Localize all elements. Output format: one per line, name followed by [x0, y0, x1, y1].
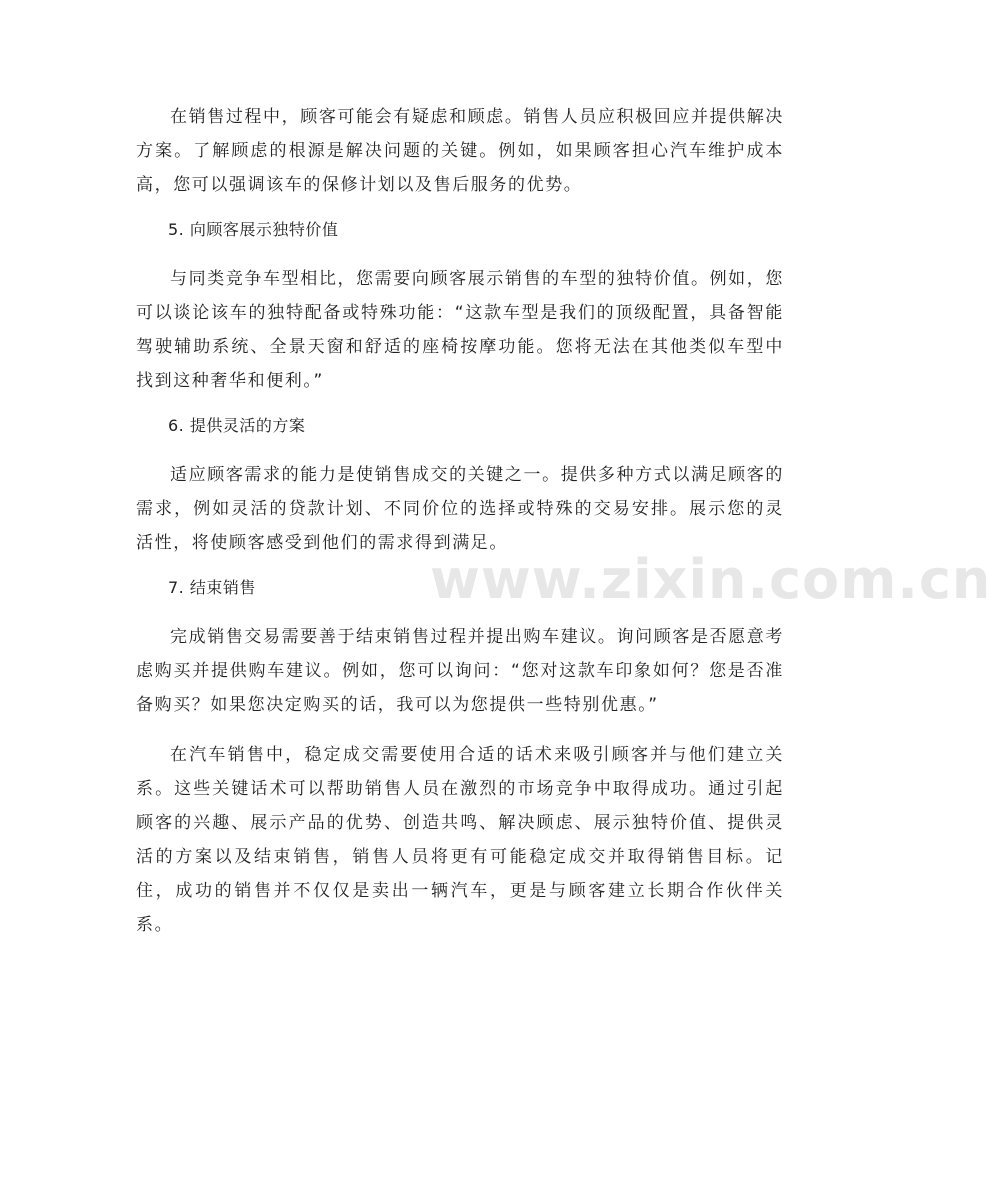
- paragraph-conclusion: 在汽车销售中，稳定成交需要使用合适的话术来吸引顾客并与他们建立关系。这些关键话术可以帮助销售人员在激烈的市场竞争中取得成功。通过引起顾客的兴趣、展示产品的优势、创造共鸣、解决顾虑、展示独特价值、提供灵活的方案以及结束销售，销售人员将更有可能稳定成交并取得销售目标。记住，成功的销售并不仅仅是卖出一辆汽车，更是与顾客建立长期合作伙伴关系。: [136, 745, 784, 935]
- heading-section-5: 5. 向顾客展示独特价值: [168, 220, 339, 239]
- paragraph-flexible-plans: 适应顾客需求的能力是使销售成交的关键之一。提供多种方式以满足顾客的需求，例如灵活的贷款计划、不同价位的选择或特殊的交易安排。展示您的灵活性，将使顾客感受到他们的需求得到满足。: [136, 465, 784, 553]
- document-content: [136, 100, 784, 958]
- site-watermark: www.zixin.com.cn: [430, 548, 991, 611]
- paragraph-unique-value: 与同类竞争车型相比，您需要向顾客展示销售的车型的独特价值。例如，您可以谈论该车的独特配备或特殊功能：“这款车型是我们的顶级配置，具备智能驾驶辅助系统、全景天窗和舒适的座椅按摩功能。您将无法在其他类似车型中找到这种奢华和便利。”: [136, 269, 784, 391]
- paragraph-close-sale: 完成销售交易需要善于结束销售过程并提出购车建议。询问顾客是否愿意考虑购买并提供购车建议。例如，您可以询问：“您对这款车印象如何？您是否准备购买？如果您决定购买的话，我可以为您提供一些特别优惠。”: [136, 627, 784, 715]
- heading-section-7: 7. 结束销售: [168, 578, 256, 597]
- paragraph-address-concerns: 在销售过程中，顾客可能会有疑虑和顾虑。销售人员应积极回应并提供解决方案。了解顾虑的根源是解决问题的关键。例如，如果顾客担心汽车维护成本高，您可以强调该车的保修计划以及售后服务的优势。: [136, 107, 784, 195]
- heading-section-6: 6. 提供灵活的方案: [168, 416, 306, 435]
